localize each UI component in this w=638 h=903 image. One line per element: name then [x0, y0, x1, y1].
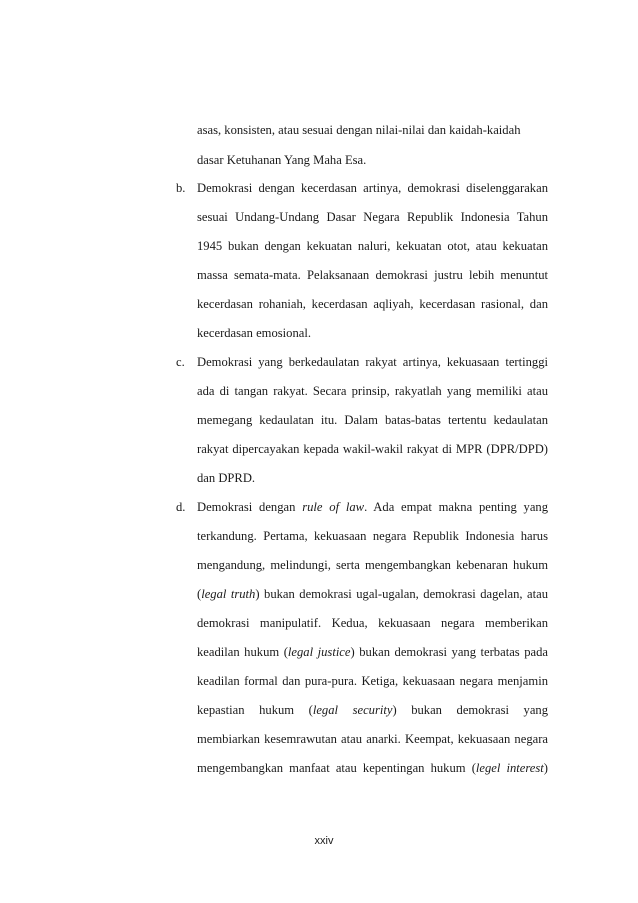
text-line — [197, 702, 548, 718]
text-line: memegang kedaulatan itu. Dalam batas-batas tertentu kedaulatan — [197, 413, 548, 427]
italic-term: legal truth — [201, 587, 256, 601]
text-line: Demokrasi dengan kecerdasan artinya, demokrasi diselenggarakan — [197, 181, 548, 195]
text-line: asas, konsisten, atau sesuai dengan nilai-nilai dan kaidah-kaidah — [197, 123, 521, 137]
text-line: kecerdasan rohaniah, kecerdasan aqliyah, kecerdasan rasional, dan — [197, 297, 548, 311]
text-run: . Ada empat makna penting yang — [364, 500, 549, 514]
text-line: mengandung, melindungi, serta mengembangkan kebenaran hukum — [197, 558, 548, 572]
text-line: Demokrasi yang berkedaulatan rakyat artinya, kekuasaan tertinggi — [197, 355, 548, 369]
italic-term: rule of law — [302, 500, 365, 514]
text-run: ) bukan demokrasi ugal-ugalan, demokrasi dagelan, atau — [255, 587, 548, 601]
text-line: keadilan formal dan pura-pura. Ketiga, kekuasaan negara menjamin — [197, 674, 548, 688]
text-line: dan DPRD. — [197, 471, 256, 485]
italic-term: legal security — [312, 703, 393, 717]
text-run: Demokrasi dengan — [197, 500, 296, 514]
italic-term: legal justice — [287, 645, 351, 659]
italic-term: legel interest — [475, 761, 544, 775]
text-line: kecerdasan emosional. — [197, 326, 311, 340]
text-line: ada di tangan rakyat. Secara prinsip, rakyatlah yang memiliki atau — [197, 384, 548, 398]
list-marker-c: c. — [176, 355, 185, 369]
text-run: ( — [197, 587, 202, 601]
text-line — [197, 586, 548, 602]
text-line: demokrasi manipulatif. Kedua, kekuasaan negara memberikan — [197, 616, 548, 630]
text-line — [197, 760, 548, 776]
text-line — [197, 499, 548, 515]
text-run: mengembangkan manfaat atau kepentingan hukum ( — [197, 761, 476, 775]
text-line: massa semata-mata. Pelaksanaan demokrasi justru lebih menuntut — [197, 268, 548, 282]
text-run: ) bukan demokrasi yang — [392, 703, 549, 717]
text-line: rakyat dipercayakan kepada wakil-wakil rakyat di MPR (DPR/DPD) — [197, 442, 548, 456]
text-line: membiarkan kesemrawutan atau anarki. Keempat, kekuasaan negara — [197, 732, 548, 746]
list-marker-b: b. — [176, 181, 186, 195]
text-line: sesuai Undang-Undang Dasar Negara Republik Indonesia Tahun — [197, 210, 548, 224]
text-line: dasar Ketuhanan Yang Maha Esa. — [197, 153, 367, 167]
text-run: ) bukan demokrasi yang terbatas pada — [350, 645, 548, 659]
text-run: kepastian hukum ( — [197, 703, 313, 717]
text-line: terkandung. Pertama, kekuasaan negara Republik Indonesia harus — [197, 529, 548, 543]
page-number: xxiv — [314, 835, 334, 847]
text-line: 1945 bukan dengan kekuatan naluri, kekuatan otot, atau kekuatan — [197, 239, 548, 253]
text-run: ) — [543, 761, 548, 775]
text-line — [197, 644, 548, 660]
text-run: keadilan hukum ( — [197, 645, 288, 659]
list-marker-d: d. — [176, 500, 186, 514]
